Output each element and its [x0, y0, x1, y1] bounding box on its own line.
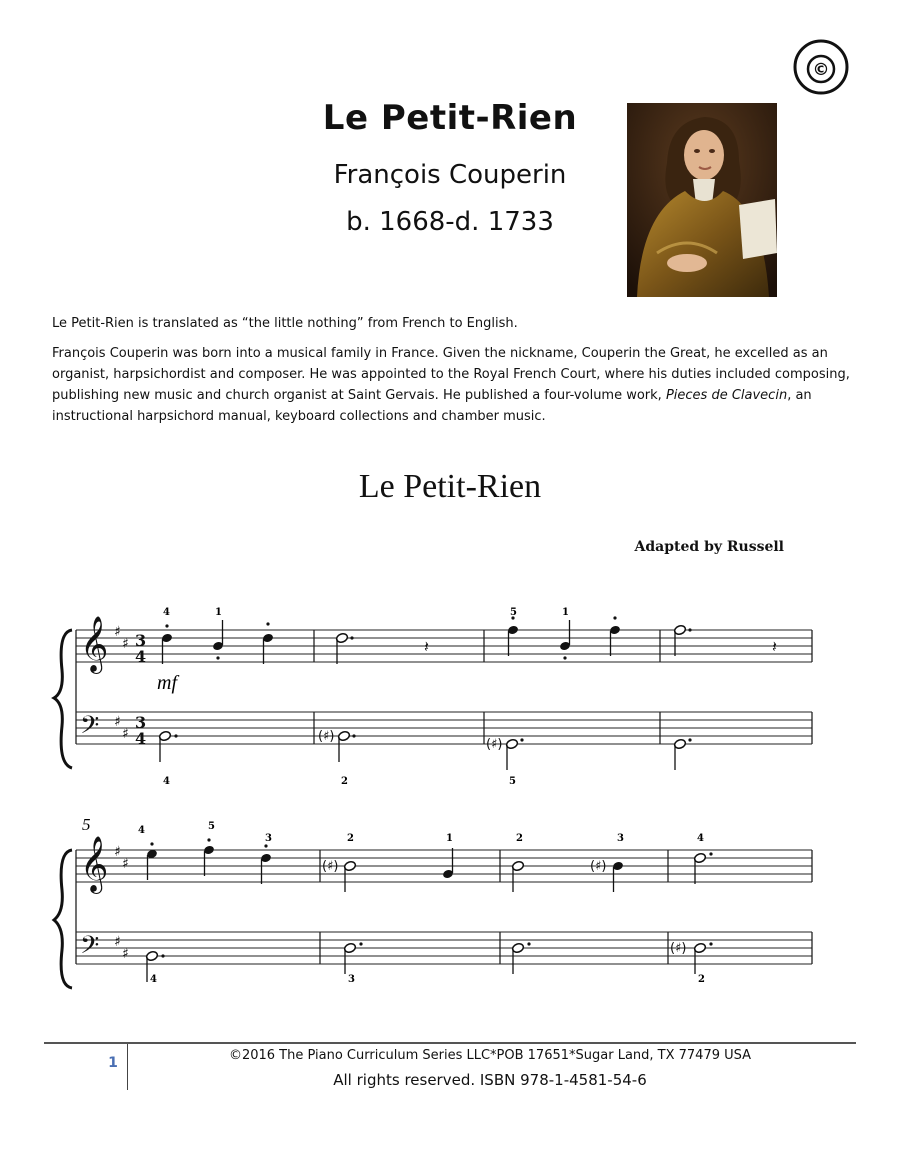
time-sig-top: 3 [135, 713, 147, 732]
fingering: 3 [265, 833, 272, 844]
bass-clef-icon: 𝄢 [80, 711, 100, 746]
treble-key-sharp-icon: ♯ [114, 624, 121, 640]
copyright-seal-icon [792, 38, 850, 96]
page-number: 1 [108, 1055, 118, 1071]
svg-text:©: © [812, 60, 830, 80]
courtesy-sharp-icon: (♯) [670, 941, 687, 956]
fingering: 1 [215, 607, 222, 618]
note [442, 848, 454, 879]
footer-separator [127, 1044, 128, 1090]
fingering: 4 [138, 825, 145, 836]
treble-key-sharp-icon: ♯ [122, 636, 129, 652]
fingering: 1 [562, 607, 569, 618]
bio-work-title: Pieces de Clavecin [665, 388, 788, 403]
fingering: 4 [163, 776, 170, 787]
note [203, 838, 215, 876]
page-title: Le Petit-Rien [322, 98, 578, 138]
fingering: 3 [348, 974, 355, 985]
barlines [76, 630, 812, 744]
courtesy-sharp-icon: (♯) [590, 859, 607, 874]
courtesy-sharp-icon: (♯) [486, 737, 503, 752]
note [262, 622, 274, 664]
composer-name: François Couperin [333, 160, 567, 190]
fingering: 5 [208, 821, 215, 832]
bio-text-part2: , an instructional harpsichord manual, keyboard collections and chamber music. [52, 388, 812, 424]
time-sig-bottom: 4 [135, 729, 147, 748]
quarter-rest-icon: 𝄽 [772, 637, 777, 656]
treble-staff [76, 630, 812, 662]
fingering: 4 [150, 974, 157, 985]
fingering: 1 [446, 833, 453, 844]
fingering: 2 [341, 776, 348, 787]
note [337, 730, 355, 762]
score-system-1 [0, 580, 900, 787]
footer-divider [44, 1042, 856, 1044]
fingering: 2 [347, 833, 354, 844]
note [507, 616, 519, 656]
note [505, 738, 523, 770]
brace [54, 850, 72, 988]
treble-clef-icon: 𝄞 [80, 616, 109, 672]
bass-key-sharp-icon: ♯ [122, 946, 129, 962]
score-system-2 [0, 810, 900, 1010]
fingering: 4 [163, 607, 170, 618]
fingering: 5 [510, 607, 517, 618]
dynamic-marking: mf [157, 672, 177, 694]
note [609, 616, 621, 656]
arranger-credit: Adapted by Russell [634, 539, 784, 555]
bio-text-part1: François Couperin was born into a musical family in France. Given the nickname, Couperin the Great, he excelled as an organist, harpsichordist and composer. He was appointed to the Royal French Court, where his duties included composing, publishing new music and church organist at Saint Gervais. He published a four-volume work, [52, 346, 850, 403]
intro-translation: Le Petit-Rien is translated as “the little nothing” from French to English. [52, 316, 518, 331]
treble-clef-icon: 𝄞 [80, 836, 109, 892]
note [673, 738, 691, 770]
note [511, 860, 524, 892]
composer-dates: b. 1668-d. 1733 [346, 207, 554, 237]
bass-key-sharp-icon: ♯ [122, 726, 129, 742]
fingering: 2 [516, 833, 523, 844]
note [511, 942, 530, 974]
note [612, 861, 624, 892]
time-sig-top: 3 [135, 631, 147, 650]
note [673, 624, 691, 656]
note [693, 852, 712, 884]
bass-key-sharp-icon: ♯ [114, 934, 121, 950]
bass-clef-icon: 𝄢 [80, 931, 100, 966]
rights-isbn: All rights reserved. ISBN 978-1-4581-54-6 [333, 1071, 647, 1089]
note [343, 860, 356, 892]
copyright-notice: ©2016 The Piano Curriculum Series LLC*POB 17651*Sugar Land, TX 77479 USA [228, 1048, 752, 1063]
composer-portrait [627, 103, 777, 297]
note [335, 632, 353, 664]
courtesy-sharp-icon: (♯) [322, 859, 339, 874]
note [693, 942, 712, 974]
brace [54, 630, 72, 768]
intro-biography [52, 343, 852, 427]
fingering: 3 [617, 833, 624, 844]
bass-key-sharp-icon: ♯ [114, 714, 121, 730]
score-title: Le Petit-Rien [358, 468, 542, 505]
time-sig-bottom: 4 [135, 647, 147, 666]
treble-key-sharp-icon: ♯ [114, 844, 121, 860]
courtesy-sharp-icon: (♯) [318, 729, 335, 744]
fingering: 2 [698, 974, 705, 985]
quarter-rest-icon: 𝄽 [424, 637, 429, 656]
fingering: 5 [509, 776, 516, 787]
note [343, 942, 362, 974]
note [158, 730, 177, 762]
fingering: 4 [697, 833, 704, 844]
bass-staff [76, 712, 812, 744]
treble-key-sharp-icon: ♯ [122, 856, 129, 872]
measure-number: 5 [82, 815, 91, 834]
